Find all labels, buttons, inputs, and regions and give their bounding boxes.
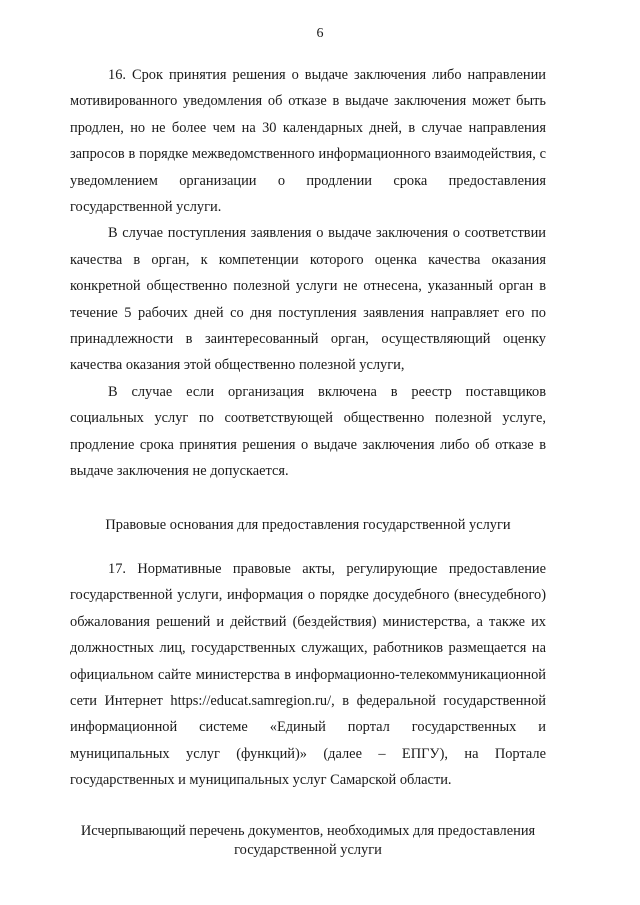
paragraph-17: 17. Нормативные правовые акты, регулирующие предоставление государственной услуги, информация о порядке досудебного (внесудебного) обжалования решений и действий (бездействия) министерства, а также их должностных лиц, государственных служащих, работников размещается на официальном сайте министерства в информационно-телекоммуникационной сети Интернет https://educat.samregion.ru/, в федеральной государственной информационной системе «Единый портал государственных и муниципальных услуг (функций)» (далее – ЕПГУ), на Портале государственных и муниципальных услуг Самарской области.	[70, 560, 546, 789]
spacer	[70, 794, 546, 822]
heading-legal-basis: Правовые основания для предоставления государственной услуги	[105, 516, 511, 533]
spacer	[70, 485, 546, 512]
page-number: 6	[316, 26, 324, 41]
heading-documents-list-line1: Исчерпывающий перечень документов, необходимых для предоставления	[80, 822, 536, 839]
spacer	[70, 538, 546, 556]
document-body	[70, 62, 546, 860]
paragraph-16-transfer: В случае поступления заявления о выдаче заключения о соответствии качества в орган, к компетенции которого оценка качества оказания конкретной общественно полезной услуги не отнесена, указанный орган в течение 5 рабочих дней со дня поступления заявления направляет его по принадлежности в заинтересованный орган, осуществляющий оценку качества оказания этой общественно полезной услуги,	[70, 225, 546, 374]
heading-documents-list-line2: государственной услуги	[234, 841, 382, 858]
paragraph-16-registry: В случае если организация включена в реестр поставщиков социальных услуг по соответствующей общественно полезной услуге, продление срока принятия решения о выдаче заключения либо об отказе в выдаче заключения не допускается.	[70, 383, 546, 480]
paragraph-16: 16. Срок принятия решения о выдаче заключения либо направлении мотивированного уведомления об отказе в выдаче заключения может быть продлен, но не более чем на 30 календарных дней, в случае направления запросов в порядке межведомственного информационного взаимодействия, с уведомлением организации о продлении срока предоставления государственной услуги.	[70, 67, 546, 216]
